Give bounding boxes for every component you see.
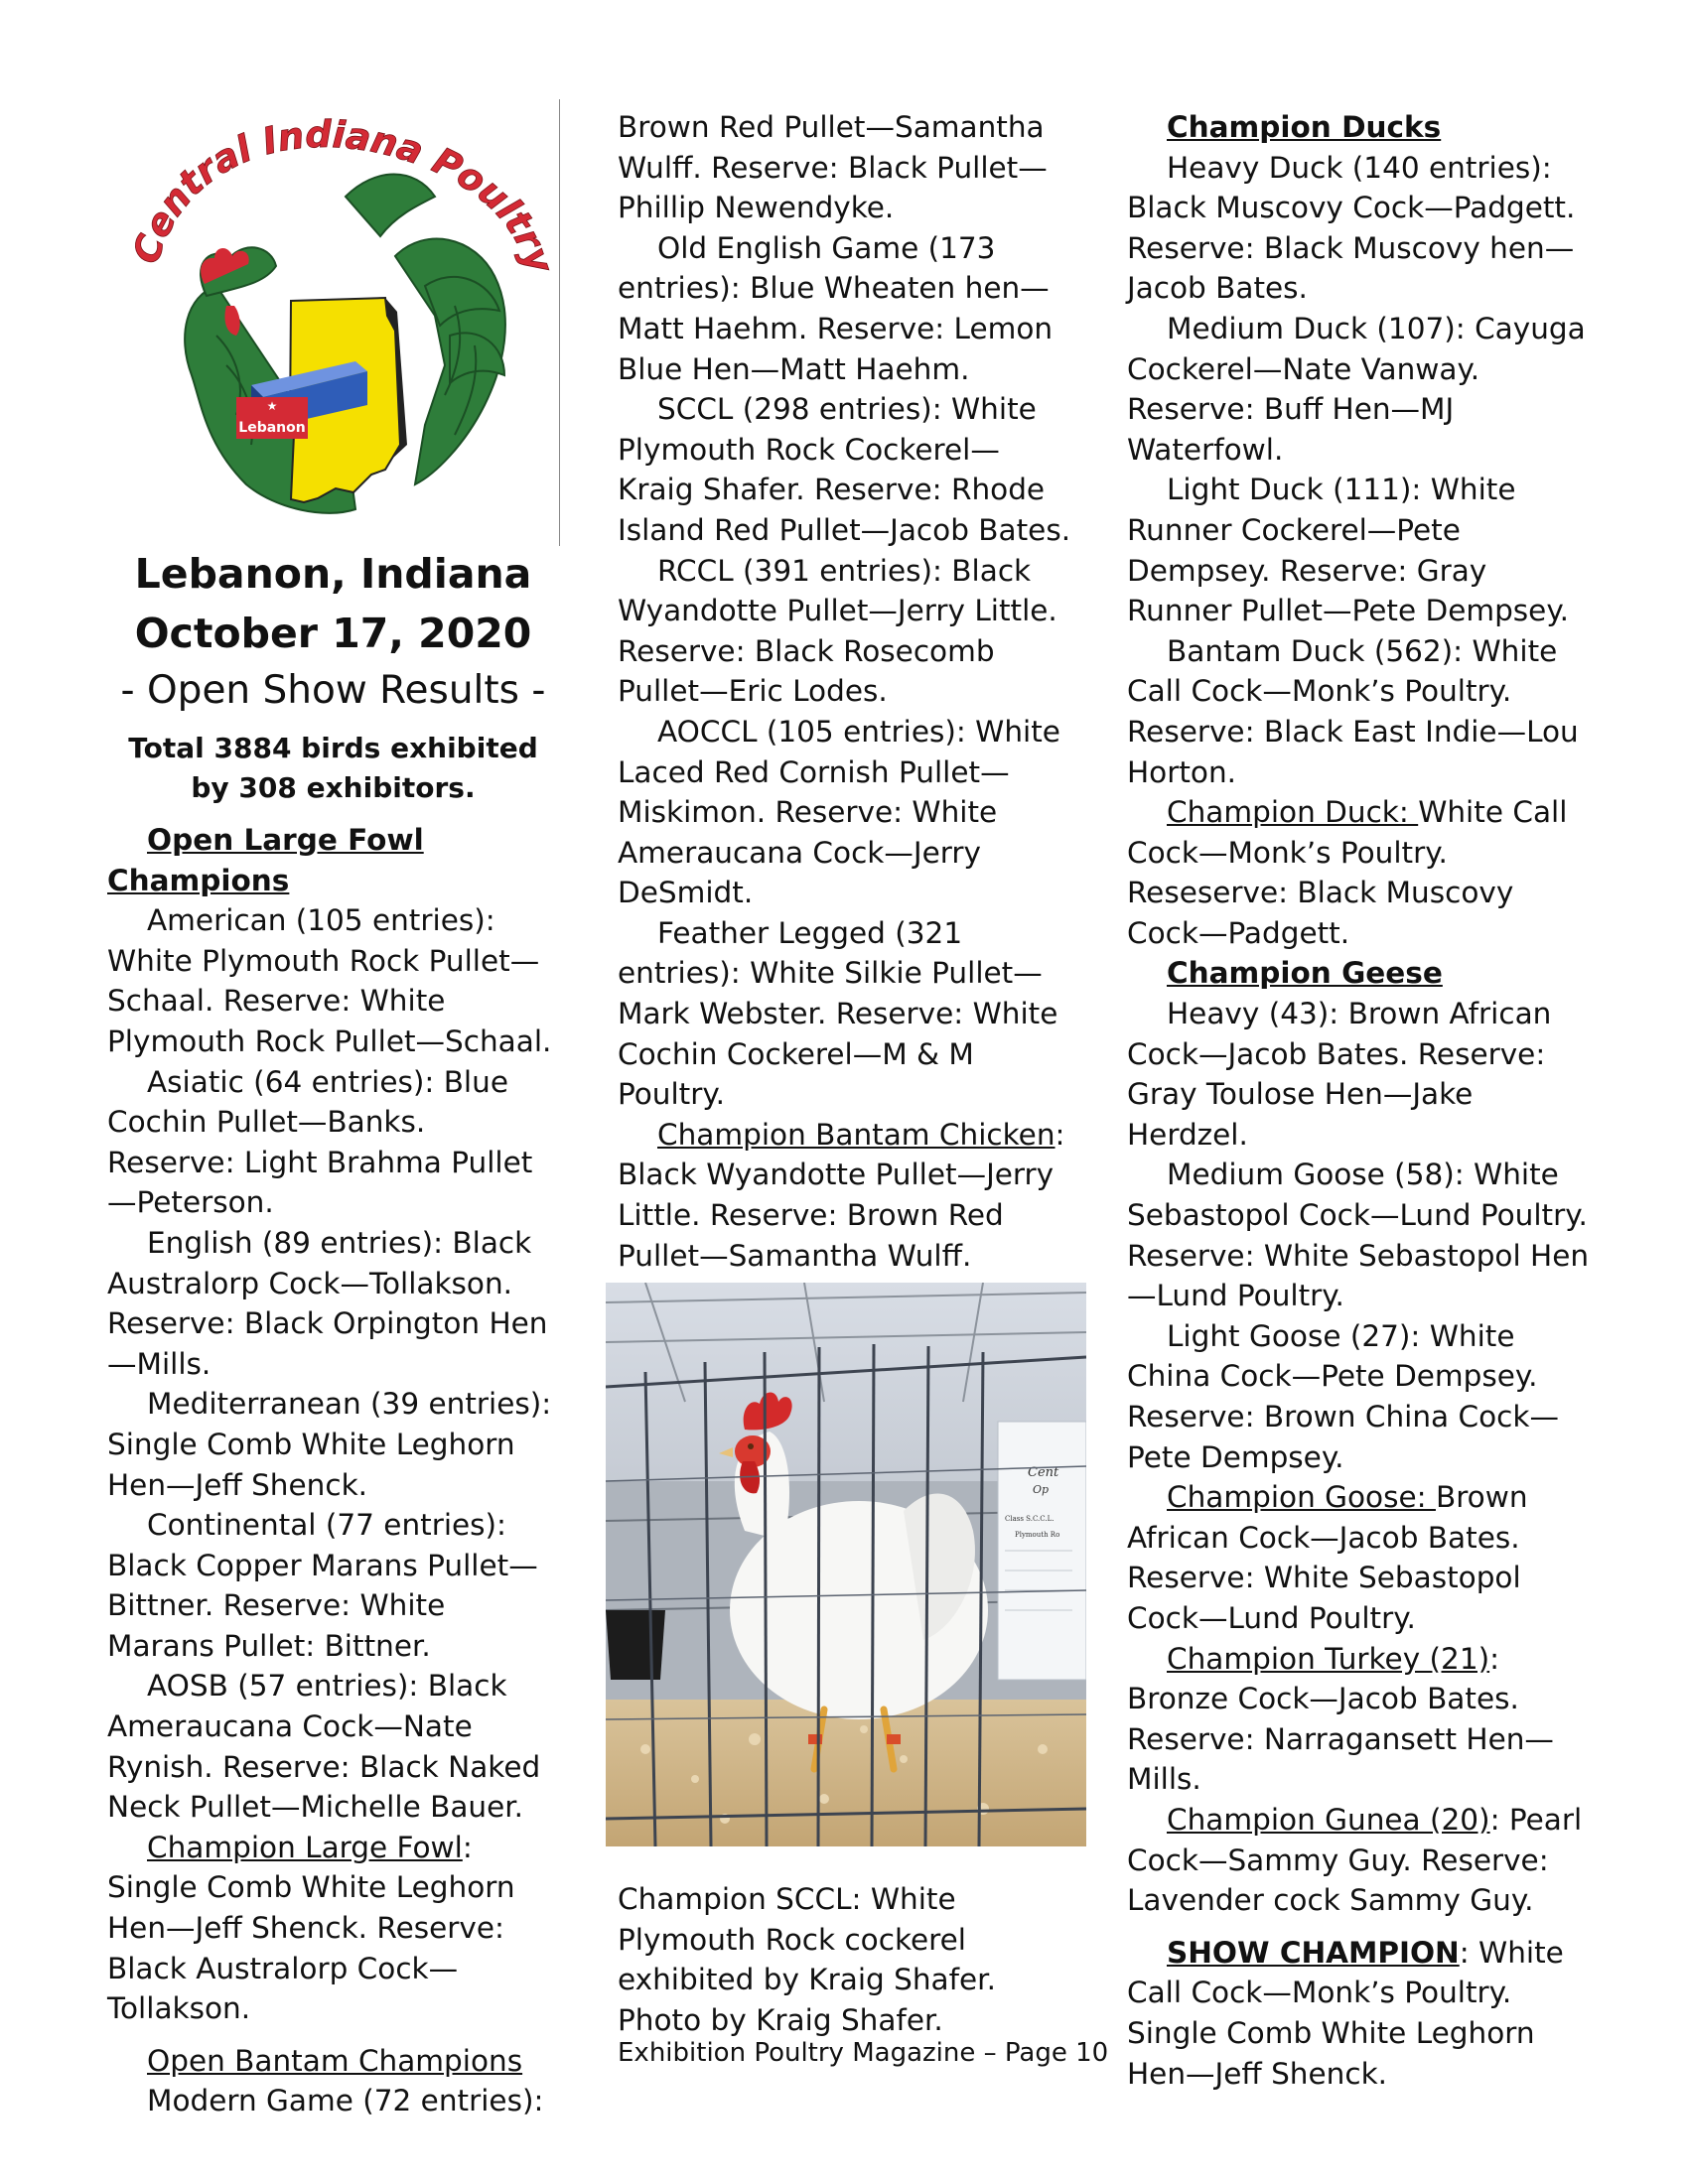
champion-duck — [1127, 792, 1594, 953]
modern-game-result: Modern Game (72 entries): — [147, 2084, 544, 2118]
aosb-result: AOSB (57 entries): Black Ameraucana Cock—Nate Rynish. Reserve: Black Naked Neck Pullet—Michelle Bauer. — [107, 1669, 541, 1825]
cduck-label: Champion Duck: — [1167, 795, 1419, 830]
medium-goose-result: Medium Goose (58): White Sebastopol Cock—Lund Poultry. Reserve: White Sebastopol Hen—Lund Poultry. — [1127, 1158, 1590, 1313]
champion-gunea — [1127, 1800, 1594, 1921]
ducks-heading: Champion Ducks — [1167, 110, 1442, 144]
aoccl-result: AOCCL (105 entries): White Laced Red Cornish Pullet—Miskimon. Reserve: White Ameraucana Cock—Jerry DeSmidt. — [618, 714, 1060, 910]
heavy-goose-result: Heavy (43): Brown African Cock—Jacob Bates. Reserve: Gray Toulose Hen—Jake Herdzel. — [1127, 997, 1552, 1152]
date-heading: October 17, 2020 — [134, 610, 532, 657]
oeg-result: Old English Game (173 entries): Blue Wheaten hen—Matt Haehm. Reserve: Lemon Blue Hen—Matt Haehm. — [618, 230, 1054, 386]
english-result: English (89 entries): Black Australorp Cock—Tollakson. Reserve: Black Orpington Hen—Mills. — [107, 1225, 548, 1381]
cduck-text: White Call Cock—Monk’s Poultry. Reseserve: Black Muscovy Cock—Padgett. — [1127, 795, 1568, 950]
american-result: American (105 entries): White Plymouth Rock Pullet—Schaal. Reserve: White Plymouth Rock Pullet—Schaal. — [107, 903, 552, 1058]
heavy-duck-result: Heavy Duck (140 entries): Black Muscovy Cock—Padgett. Reserve: Black Muscovy hen—Jacob Bates. — [1127, 150, 1576, 306]
bantam-champions-heading: Open Bantam Champions — [147, 2043, 523, 2078]
rooster-photo — [606, 1283, 1086, 1846]
location-heading: Lebanon, Indiana — [134, 550, 532, 598]
clf-label: Champion Large Fowl — [147, 1830, 463, 1864]
mediterranean-result: Mediterranean (39 entries): Single Comb White Leghorn Hen—Jeff Shenck. — [107, 1387, 552, 1502]
champion-bantam-chicken — [618, 1115, 1074, 1276]
cgoose-label: Champion Goose: — [1167, 1480, 1436, 1515]
sign-line-1: Cent — [1028, 1465, 1059, 1480]
column-3 — [1127, 107, 1594, 2094]
light-duck-result: Light Duck (111): White Runner Cockerel—Pete Dempsey. Reserve: Gray Runner Pullet—Pete Dempsey. — [1127, 473, 1569, 628]
champion-goose — [1127, 1477, 1594, 1638]
column-2 — [618, 107, 1074, 1276]
cturkey-label: Champion Turkey (21) — [1167, 1641, 1490, 1676]
logo-title-text: Central Indiana Poultr — [124, 112, 552, 269]
show-champion-text: : White Call Cock—Monk’s Poultry. Single Comb White Leghorn Hen—Jeff Shenck. — [1127, 1935, 1564, 2091]
cgoose-text: Brown African Cock—Jacob Bates. Reserve: White Sebastopol Cock—Lund Poultry. — [1127, 1480, 1528, 1635]
modern-game-continued: Brown Red Pullet—Samantha Wulff. Reserve: Black Pullet—Phillip Newendyke. — [618, 110, 1048, 225]
cturkey-text: : Bronze Cock—Jacob Bates. Reserve: Narragansett Hen—Mills. — [1127, 1641, 1554, 1797]
sign-class: Class S.C.C.L. — [1005, 1515, 1055, 1523]
cgunea-text: : Pearl Cock—Sammy Guy. Reserve: Lavender cock Sammy Guy. — [1127, 1802, 1583, 1918]
show-logo — [97, 107, 554, 544]
show-champion-label: SHOW CHAMPION — [1167, 1935, 1460, 1970]
rccl-result: RCCL (391 entries): Black Wyandotte Pullet—Jerry Little. Reserve: Black Rosecomb Pullet—Eric Lodes. — [618, 553, 1057, 709]
column-rule — [559, 99, 560, 546]
lf-champions-heading: Open Large Fowl Champions — [107, 823, 424, 897]
feather-legged-result: Feather Legged (321 entries): White Silkie Pullet—Mark Webster. Reserve: White Cochin Cockerel—M & M Poultry. — [618, 915, 1058, 1112]
champion-large-fowl — [107, 1828, 559, 2029]
sign-line-2: Op — [1033, 1483, 1050, 1496]
rooster-indiana-logo — [97, 107, 554, 544]
cbc-text: : Black Wyandotte Pullet—Jerry Little. Reserve: Brown Red Pullet—Samantha Wulff. — [618, 1117, 1065, 1273]
photo-caption-block — [618, 1879, 1084, 2040]
total-summary: Total 3884 birds exhibited by 308 exhibitors. — [128, 732, 538, 804]
photo-caption: Champion SCCL: White Plymouth Rock cockerel exhibited by Kraig Shafer. Photo by Kraig Shafer. — [618, 1882, 996, 2037]
svg-text:★: ★ — [266, 399, 278, 413]
logo-badge-text: Lebanon — [238, 420, 306, 436]
medium-duck-result: Medium Duck (107): Cayuga Cockerel—Nate Vanway. Reserve: Buff Hen—MJ Waterfowl. — [1127, 311, 1586, 467]
continental-result: Continental (77 entries): Black Copper Marans Pullet—Bittner. Reserve: White Marans Pullet: Bittner. — [107, 1508, 538, 1663]
asiatic-result: Asiatic (64 entries): Blue Cochin Pullet—Banks. Reserve: Light Brahma Pullet—Peterson. — [107, 1064, 533, 1220]
svg-text:Central Indiana Poultry Show — [97, 107, 554, 280]
page-footer: Exhibition Poultry Magazine – Page 10 — [618, 2038, 1109, 2068]
cbc-label: Champion Bantam Chicken — [657, 1117, 1055, 1152]
light-goose-result: Light Goose (27): White China Cock—Pete Dempsey. Reserve: Brown China Cock—Pete Dempsey. — [1127, 1318, 1559, 1474]
geese-heading: Champion Geese — [1167, 956, 1443, 991]
sign-breed: Plymouth Ro — [1015, 1531, 1060, 1539]
sccl-result: SCCL (298 entries): White Plymouth Rock Cockerel—Kraig Shafer. Reserve: Rhode Island Red Pullet—Jacob Bates. — [618, 392, 1071, 547]
subtitle-heading: - Open Show Results - — [120, 668, 546, 713]
champion-turkey — [1127, 1639, 1594, 1800]
cgunea-label: Champion Gunea (20) — [1167, 1802, 1490, 1837]
column-1 — [107, 107, 559, 2121]
show-champion — [1127, 1933, 1594, 2094]
rooster-photo-illustration — [606, 1283, 1086, 1846]
bantam-duck-result: Bantam Duck (562): White Call Cock—Monk’s Poultry. Reserve: Black East Indie—Lou Horton. — [1127, 633, 1579, 789]
clf-text: : Single Comb White Leghorn Hen—Jeff Shenck. Reserve: Black Australorp Cock—Tollakson. — [107, 1830, 515, 2026]
